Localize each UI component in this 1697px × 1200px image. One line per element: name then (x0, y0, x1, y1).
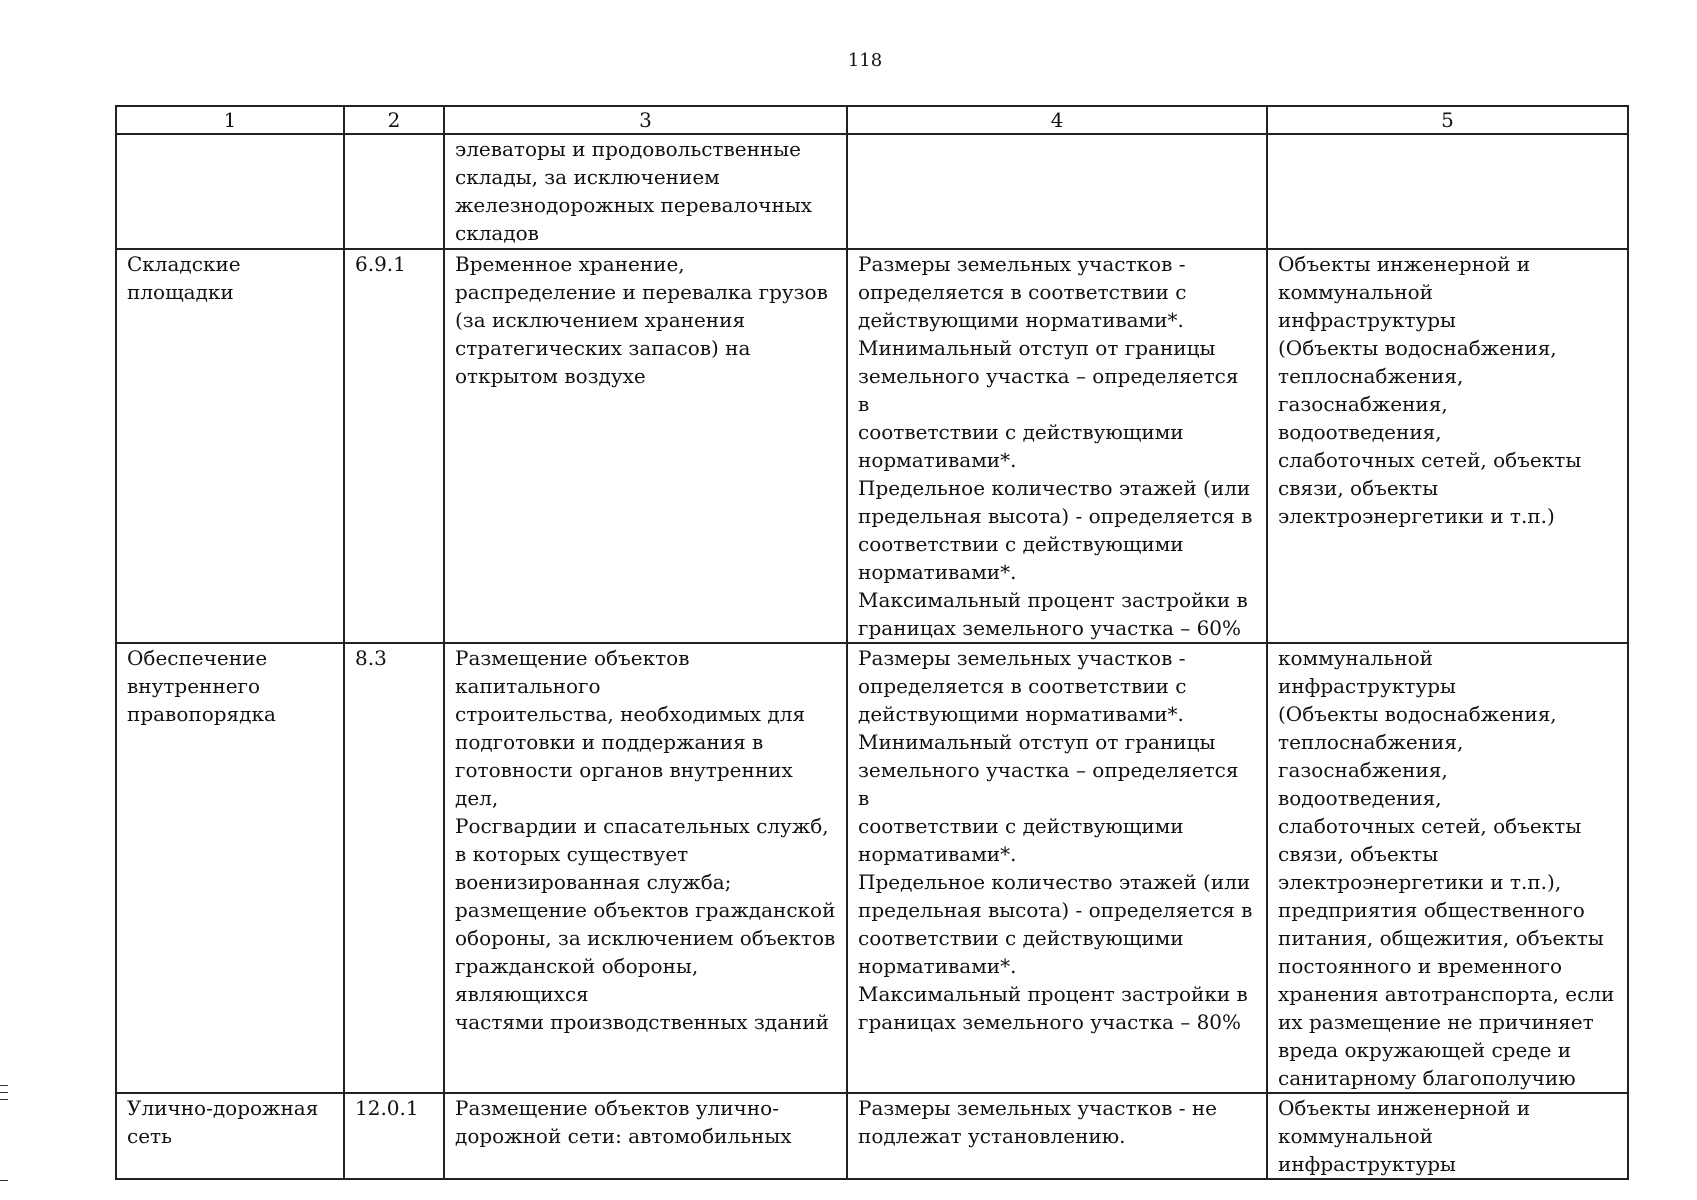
row-auxiliary-cell (1267, 134, 1628, 249)
row-parameters-cell: Размеры земельных участков - определяется в соответствии с действующими нормативами*. Минимальный отступ от границы земельного участка – определяется в соответствии с действующими нормативами*. Предельное количество этажей (или предельная высота) - определяется в соответствии с действующими нормативами*. Максимальный процент застройки в границах земельного участка – 80% (847, 643, 1267, 1093)
row-name-cell: Улично-дорожная сеть (116, 1093, 344, 1179)
table-row (116, 1093, 1628, 1179)
table-row (116, 249, 1628, 643)
column-header-5: 5 (1267, 106, 1628, 134)
table-row (116, 643, 1628, 1093)
row-code-cell: 8.3 (344, 643, 444, 1093)
row-code-cell (344, 134, 444, 249)
row-auxiliary-cell: Объекты инженерной и коммунальной инфраструктуры (1267, 1093, 1628, 1179)
row-name-cell: Складские площадки (116, 249, 344, 643)
row-parameters-cell: Размеры земельных участков - не подлежат установлению. (847, 1093, 1267, 1179)
column-header-3: 3 (444, 106, 847, 134)
header-row (116, 106, 1628, 134)
regulations-table (115, 105, 1629, 1180)
row-parameters-cell (847, 134, 1267, 249)
scan-mark (0, 1180, 8, 1181)
row-description-cell: Временное хранение, распределение и перевалка грузов (за исключением хранения стратегических запасов) на открытом воздухе (444, 249, 847, 643)
row-description-cell: Размещение объектов улично- дорожной сети: автомобильных (444, 1093, 847, 1179)
row-code-cell: 12.0.1 (344, 1093, 444, 1179)
row-description-cell: элеваторы и продовольственные склады, за исключением железнодорожных перевалочных складов (444, 134, 847, 249)
row-auxiliary-cell: коммунальной инфраструктуры (Объекты водоснабжения, теплоснабжения, газоснабжения, водоотведения, слаботочных сетей, объекты связи, объекты электроэнергетики и т.п.), предприятия общественного питания, общежития, объекты постоянного и временного хранения автотранспорта, если их размещение не причиняет вреда окружающей среде и санитарному благополучию (1267, 643, 1628, 1093)
row-name-cell (116, 134, 344, 249)
row-auxiliary-cell: Объекты инженерной и коммунальной инфраструктуры (Объекты водоснабжения, теплоснабжения, газоснабжения, водоотведения, слаботочных сетей, объекты связи, объекты электроэнергетики и т.п.) (1267, 249, 1628, 643)
column-header-1: 1 (116, 106, 344, 134)
scan-mark (0, 1092, 8, 1093)
row-name-cell: Обеспечение внутреннего правопорядка (116, 643, 344, 1093)
column-header-4: 4 (847, 106, 1267, 134)
scan-mark (0, 1085, 8, 1086)
row-code-cell: 6.9.1 (344, 249, 444, 643)
scan-mark (0, 1099, 8, 1100)
page-number: 118 (847, 50, 883, 71)
column-header-2: 2 (344, 106, 444, 134)
table-row (116, 134, 1628, 249)
row-description-cell: Размещение объектов капитального строительства, необходимых для подготовки и поддержания в готовности органов внутренних дел, Росгвардии и спасательных служб, в которых существует военизированная служба; размещение объектов гражданской обороны, за исключением объектов гражданской обороны, являющихся частями производственных зданий (444, 643, 847, 1093)
row-parameters-cell: Размеры земельных участков - определяется в соответствии с действующими нормативами*. Минимальный отступ от границы земельного участка – определяется в соответствии с действующими нормативами*. Предельное количество этажей (или предельная высота) - определяется в соответствии с действующими нормативами*. Максимальный процент застройки в границах земельного участка – 60% (847, 249, 1267, 643)
